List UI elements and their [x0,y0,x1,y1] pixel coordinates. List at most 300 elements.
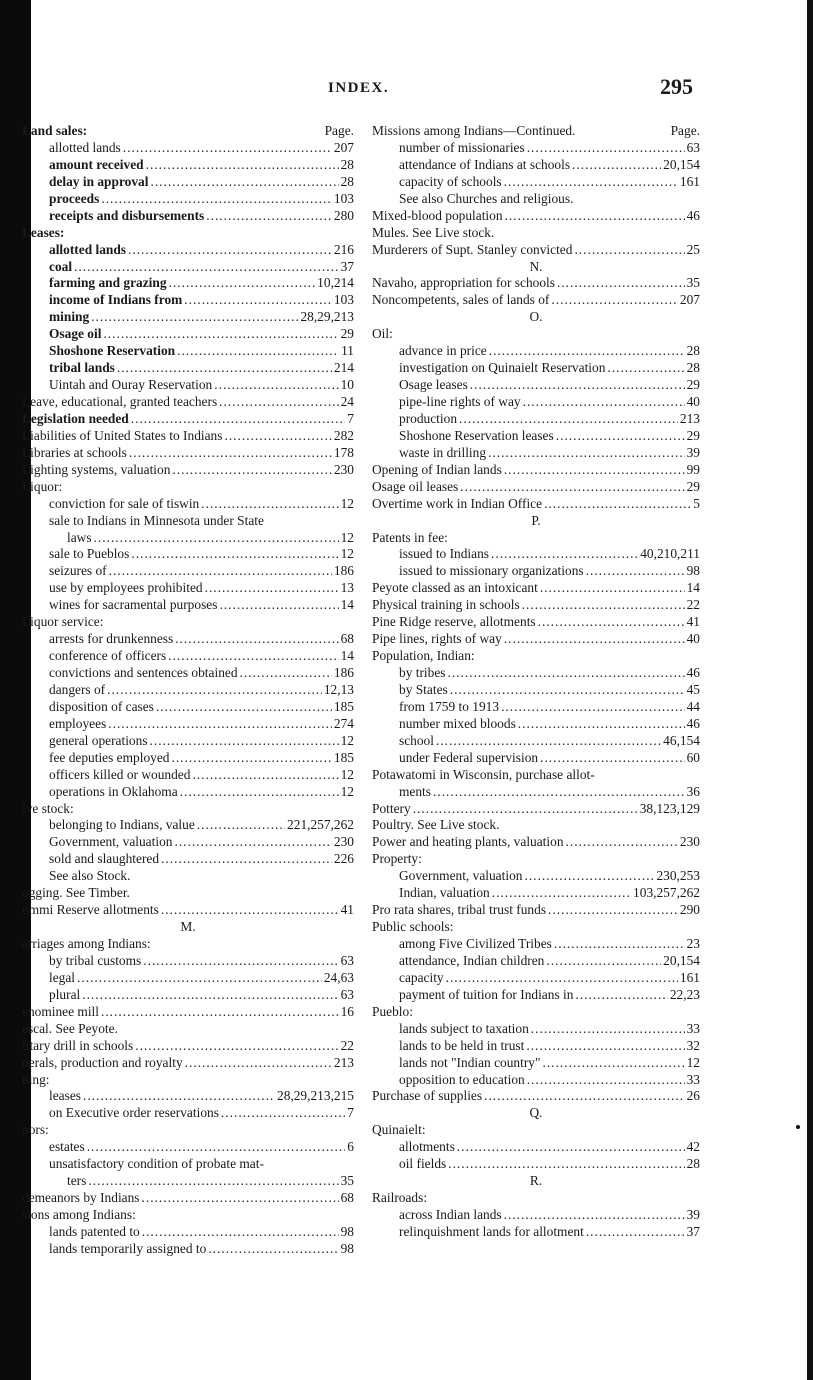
entry-page-ref: 35 [340,1173,354,1189]
entry-page-ref: 37 [686,1223,700,1239]
entry-page-ref: 63 [686,139,700,155]
index-entry [372,1021,700,1038]
entry-page-ref: 103 [333,190,354,206]
entry-page-ref: 216 [333,241,354,257]
index-entry [372,174,700,191]
entry-text: estates [49,1139,85,1155]
entry-text: allotments [399,1139,455,1155]
dot-leader [524,868,654,885]
entry-page-ref: 280 [333,207,354,223]
entry-page-ref: 207 [333,139,354,155]
entry-text: investigation on Quinaielt Reservation [399,360,606,376]
index-subheading: ning: [22,1071,50,1087]
entry-text: production [399,410,458,426]
entry-page-ref: 5 [693,495,700,511]
entry-page-ref: 28 [686,360,700,376]
entry-text: wines for sacramental purposes [49,597,218,613]
entry-page-ref: 14 [686,580,700,596]
entry-text: Peyote classed as an intoxicant [372,580,538,596]
index-entry [22,750,354,767]
scan-edge-right [807,0,813,1380]
dot-leader [504,1207,685,1224]
dot-leader [548,902,678,919]
index-entry [372,1156,700,1173]
index-subheading: Property: [372,851,422,867]
entry-text: across Indian lands [399,1207,502,1222]
entry-page-ref: 33 [686,1071,700,1087]
index-entry [22,597,354,614]
index-subheading: sale to Indians in Minnesota under State [49,512,264,528]
dot-leader [185,1055,332,1072]
entry-text: Navaho, appropriation for schools [372,275,555,291]
index-subheading: ive stock: [22,800,74,816]
dot-leader [146,157,339,174]
entry-text: pipe-line rights of way [399,394,521,409]
index-entry [22,1224,354,1241]
entry-page-ref: 103 [333,292,354,308]
index-entry [22,530,354,547]
index-entry [22,1088,354,1105]
entry-page-ref: 186 [333,563,354,579]
index-entry [372,1038,700,1055]
index-subheading: Patents in fee: [372,529,448,545]
entry-page-ref: 22 [340,1037,354,1053]
index-entry [22,546,354,563]
section-letter: Q. [529,1105,543,1121]
entry-text: lands subject to taxation [399,1020,529,1036]
entry-text: Shoshone Reservation [49,343,176,359]
index-entry [372,716,700,733]
dot-leader [131,411,346,428]
entry-text: conference of officers [49,648,167,664]
entry-page-ref: 36 [686,783,700,799]
dot-leader [82,987,338,1004]
entry-page-ref: 28 [686,1156,700,1172]
entry-text: dangers of [49,681,106,697]
entry-page-ref: 207 [679,292,700,308]
index-entry [22,784,354,801]
dot-leader [470,377,685,394]
entry-text: Pro rata shares, tribal trust funds [372,902,547,918]
entry-text: Government, valuation [49,834,173,850]
entry-text: officers killed or wounded [49,766,191,782]
dot-leader [527,140,685,157]
entry-page-ref: 12 [686,1054,700,1070]
index-entry [22,970,354,987]
entry-text: Indian, valuation [399,885,490,901]
dot-leader [206,208,332,225]
entry-page-ref: 63 [340,952,354,968]
entry-text: use by employees prohibited [49,580,203,596]
entry-page-ref: 230,253 [656,868,700,884]
index-entry [372,140,700,157]
index-entry [22,817,354,834]
entry-text: from 1759 to 1913 [399,698,500,714]
entry-text: seizures of [49,563,107,579]
dot-leader [504,174,678,191]
index-subheading: Railroads: [372,1190,428,1206]
entry-page-ref: 13 [340,580,354,596]
dot-leader [123,140,332,157]
entry-text: leases [49,1088,81,1104]
entry-page-ref: 103,257,262 [633,885,700,901]
index-entry [372,970,700,987]
entry-text: amount received [49,156,144,172]
index-entry [372,377,700,394]
index-entry [22,733,354,750]
index-entry [372,1139,700,1156]
index-entry [22,851,354,868]
index-entry [22,1055,354,1072]
dot-leader [107,682,322,699]
entry-page-ref: 39 [686,444,700,460]
entry-text: opposition to education [399,1071,525,1087]
entry-text: Murderers of Supt. Stanley convicted [372,241,573,257]
entry-page-ref: 28 [340,156,354,172]
index-entry [372,445,700,462]
dot-leader [175,631,338,648]
entry-page-ref: 24 [340,394,354,409]
index-entry [22,699,354,716]
index-entry [22,648,354,665]
index-entry [372,580,700,597]
dot-leader [77,970,322,987]
entry-page-ref: 11 [341,343,354,359]
entry-page-ref: 185 [333,698,354,714]
entry-text: Noncompetents, sales of lands of [372,292,550,308]
index-entry [22,445,354,462]
index-entry [22,275,354,292]
section-letter: N. [529,258,543,274]
entry-page-ref: 45 [686,681,700,697]
index-entry [22,834,354,851]
entry-text: ments [399,783,431,799]
dot-leader [459,411,678,428]
entry-text: belonging to Indians, value [49,817,195,833]
page-title: INDEX. [328,80,390,96]
dot-leader [484,1088,685,1105]
index-entry [22,191,354,208]
entry-text: sold and slaughtered [49,851,160,867]
entry-page-ref: 28 [340,173,354,189]
dot-leader [575,987,667,1004]
dot-leader [538,614,685,631]
index-entry [22,292,354,309]
dot-leader [180,784,339,801]
dot-leader [489,343,685,360]
entry-page-ref: 44 [686,698,700,714]
index-entry [22,377,354,394]
entry-page-ref: 185 [333,749,354,765]
entry-text: Liabilities of United States to Indians [22,427,223,443]
entry-page-ref: 230 [333,834,354,850]
entry-text: by tribal customs [49,952,142,968]
dot-leader [436,733,661,750]
index-subheading: Population, Indian: [372,648,475,664]
index-subheading: Mules. See Live stock. [372,224,495,240]
dot-leader [131,546,338,563]
entry-page-ref: 12,13 [323,681,354,697]
index-subheading: See also Stock. [49,868,131,884]
dot-leader [169,275,316,292]
entry-text: plural [49,986,81,1002]
entry-page-ref: 28,29,213 [300,309,354,325]
entry-page-ref: 214 [333,360,354,376]
dot-leader [142,1224,339,1241]
entry-text: coal [49,258,73,274]
entry-text: relinquishment lands for allotment [399,1223,584,1239]
index-column-left [22,123,354,1258]
column-heading [22,123,354,140]
entry-text: number of missionaries [399,139,525,155]
entry-page-ref: 46 [686,665,700,680]
index-entry [22,580,354,597]
index-subheading: Poultry. See Live stock. [372,817,500,833]
column-heading [372,123,700,140]
entry-text: arrests for drunkenness [49,631,174,647]
entry-text: farming and grazing [49,275,167,291]
entry-page-ref: 46,154 [663,732,700,748]
entry-page-ref: 60 [686,749,700,765]
entry-text: Libraries at schools [22,444,127,460]
entry-page-ref: 7 [347,410,354,426]
entry-page-ref: 40,210,211 [640,546,700,562]
dot-leader [586,1224,685,1241]
entry-text: allotted lands [49,139,121,155]
index-subheading: sions among Indians: [22,1207,136,1222]
dot-leader [574,242,684,259]
index-subheading: Quinaielt: [372,1122,426,1138]
entry-page-ref: 274 [333,715,354,731]
index-subheading: unsatisfactory condition of probate mat- [49,1156,264,1172]
entry-page-ref: 33 [686,1020,700,1036]
entry-text: lands temporarily assigned to [49,1240,207,1256]
entry-page-ref: 12 [340,546,354,562]
entry-text: Pipe lines, rights of way [372,631,502,647]
entry-text: among Five Civilized Tribes [399,936,552,951]
entry-text: under Federal supervision [399,749,539,765]
dot-leader [544,496,691,513]
dot-leader [109,563,332,580]
dot-leader [504,462,685,479]
entry-page-ref: 186 [333,665,354,680]
index-entry [22,428,354,445]
entry-page-ref: 178 [333,444,354,460]
dot-leader [168,648,338,665]
index-entry [372,885,700,902]
dot-leader [177,343,339,360]
index-entry [372,682,700,699]
index-subheading: ogging. See Timber. [22,885,130,901]
entry-text: ters [67,1173,87,1189]
entry-text: Osage oil [49,326,102,342]
dot-leader [174,834,331,851]
index-entry [22,1038,354,1055]
entry-page-ref: 213 [333,1054,354,1070]
entry-text: nerals, production and royalty [22,1054,183,1070]
entry-text: disposition of cases [49,698,154,714]
index-entry [22,1004,354,1021]
dot-leader [87,1139,346,1156]
dot-leader [219,394,338,411]
dot-leader [527,1072,685,1089]
dot-leader [117,360,332,377]
entry-text: by States [399,681,448,697]
dot-leader [491,546,638,563]
section-letter: R. [529,1173,543,1189]
dot-leader [219,597,338,614]
index-subheading: nors: [22,1122,49,1138]
dot-leader [540,750,685,767]
index-entry [22,1173,354,1190]
index-entry [22,902,354,919]
dot-leader [74,259,339,276]
index-entry [372,801,700,818]
dot-leader [488,445,685,462]
entry-text: lands to be held in trust [399,1037,525,1053]
index-entry [22,462,354,479]
dot-leader [457,1139,685,1156]
index-entry [22,343,354,360]
entry-text: Mixed-blood population [372,207,503,223]
page-column-label: Page. [324,123,354,138]
entry-page-ref: 161 [679,173,700,189]
entry-text: capacity of schools [399,173,502,189]
section-letter: P. [531,512,541,528]
entry-page-ref: 22,23 [669,986,700,1002]
entry-text: operations in Oklahoma [49,783,178,799]
index-subheading: Leases: [22,224,65,240]
entry-page-ref: 98 [340,1223,354,1239]
dot-leader [460,479,684,496]
dot-leader [540,580,685,597]
dot-leader [161,902,339,919]
entry-page-ref: 38,123,129 [639,800,700,816]
entry-page-ref: 221,257,262 [287,817,354,833]
dot-leader [161,851,332,868]
entry-text: employees [49,715,107,731]
index-entry [372,868,700,885]
index-subheading: arriages among Indians: [22,936,151,951]
index-entry [22,1190,354,1207]
dot-leader [88,1173,338,1190]
dot-leader [184,292,332,309]
entry-text: income of Indians from [49,292,183,308]
entry-text: number mixed bloods [399,715,516,731]
entry-text: issued to missionary organizations [399,563,584,579]
dot-leader [448,665,685,682]
entry-text: tribal lands [49,360,115,376]
index-entry [22,394,354,411]
entry-page-ref: 226 [333,851,354,867]
entry-page-ref: 29 [686,478,700,494]
index-subheading: Oil: [372,326,393,342]
dot-leader [208,1241,338,1258]
entry-text: convictions and sentences obtained [49,665,238,680]
index-entry [372,496,700,513]
entry-page-ref: 25 [686,241,700,257]
entry-text: proceeds [49,190,100,206]
entry-text: mining [49,309,90,325]
dot-leader [551,292,678,309]
index-entry [372,479,700,496]
dot-leader [221,1105,345,1122]
entry-text: demeanors by Indians [22,1190,140,1206]
index-entry [372,360,700,377]
index-entry [22,631,354,648]
entry-page-ref: 290 [679,902,700,918]
entry-page-ref: 10 [340,377,354,393]
entry-page-ref: 23 [686,936,700,951]
page-number: 295 [660,74,693,99]
dot-leader [557,275,685,292]
index-entry [22,1241,354,1258]
dot-leader [224,428,331,445]
entry-text: Shoshone Reservation leases [399,427,554,443]
index-entry [372,936,700,953]
dot-leader [129,445,332,462]
heading-text: Missions among Indians—Continued. [372,123,576,138]
dot-leader [128,242,332,259]
entry-page-ref: 35 [686,275,700,291]
entry-text: general operations [49,732,148,748]
entry-page-ref: 12 [340,766,354,782]
index-entry [22,259,354,276]
index-entry [22,1139,354,1156]
index-entry [22,309,354,326]
entry-page-ref: 20,154 [663,156,700,172]
entry-page-ref: 98 [686,563,700,579]
index-subheading: Liquor: [22,478,63,494]
entry-page-ref: 99 [686,461,700,477]
entry-text: Government, valuation [399,868,523,884]
dot-leader [492,885,631,902]
dot-leader [240,665,332,682]
index-entry [22,496,354,513]
entry-page-ref: 16 [340,1003,354,1019]
entry-text: capacity [399,969,444,985]
dot-leader [554,936,685,953]
section-letter: O. [529,309,543,325]
entry-text: receipts and disbursements [49,207,205,223]
index-subheading: See also Churches and religious. [399,190,574,206]
entry-text: ummi Reserve allotments [22,902,159,918]
entry-page-ref: 29 [686,427,700,443]
dot-leader [214,377,338,394]
index-entry [22,360,354,377]
index-entry [372,1072,700,1089]
entry-text: issued to Indians [399,546,490,562]
entry-page-ref: 282 [333,427,354,443]
index-entry [372,1207,700,1224]
dot-leader [83,1088,275,1105]
entry-page-ref: 63 [340,986,354,1002]
dot-leader [542,1055,684,1072]
index-entry [372,699,700,716]
index-entry [372,902,700,919]
scan-speck [796,1125,800,1129]
dot-leader [101,1004,339,1021]
entry-page-ref: 14 [340,597,354,613]
dot-leader [201,496,338,513]
entry-text: laws [67,529,92,545]
entry-page-ref: 26 [686,1088,700,1104]
dot-leader [556,428,685,445]
index-entry [372,953,700,970]
entry-page-ref: 29 [340,326,354,342]
index-entry [372,614,700,631]
entry-page-ref: 10,214 [317,275,354,291]
